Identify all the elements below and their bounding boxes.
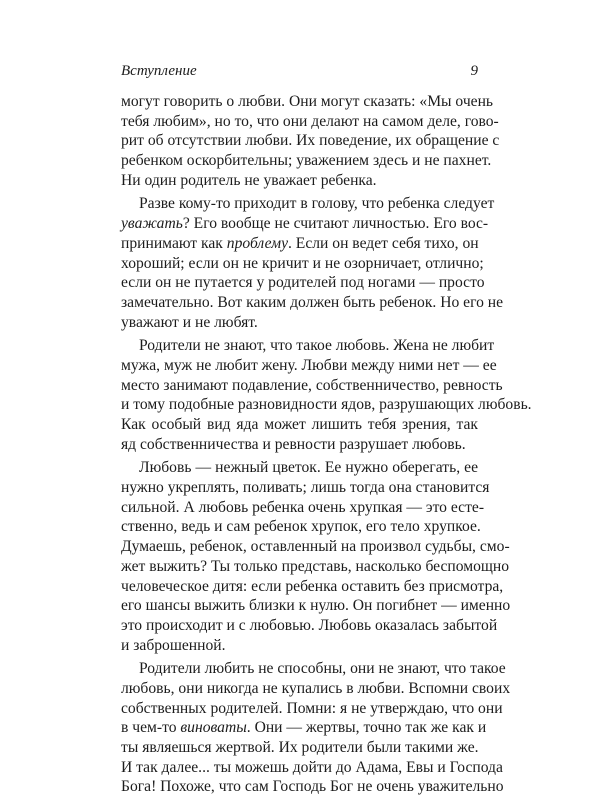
text-line (121, 293, 504, 313)
text-line (121, 112, 499, 132)
text-line (121, 718, 487, 738)
text-line (121, 557, 510, 577)
text-line (121, 758, 503, 778)
text-line (121, 395, 532, 415)
text-line (121, 131, 500, 151)
text-line (121, 214, 489, 234)
paragraph (121, 92, 500, 190)
section-title: Вступление (121, 63, 197, 79)
text-run: принимают как (121, 234, 227, 252)
text-run: Бога! Похоже, что сам Господь Бог не очень уважительно (121, 778, 504, 796)
text-run: Как особый вид яда может лишить тебя зрения, так (121, 416, 478, 433)
text-line (121, 234, 478, 254)
text-line (121, 194, 495, 214)
text-run: ты являешься жертвой. Их родители были такими же. (121, 739, 479, 756)
text-run: это происходит и с любовью. Любовь оказалась забытой (121, 616, 498, 634)
text-run: уважают и не любят. (121, 313, 258, 331)
text-line (121, 659, 506, 679)
running-head (121, 62, 478, 80)
text-run: Любовь — нежный цветок. Ее нужно оберегать, ее (139, 459, 478, 477)
text-line (121, 336, 495, 356)
text-run: замечательно. Вот каким должен быть ребенок. Но его не (121, 293, 504, 311)
paragraph (121, 194, 504, 332)
text-run: жет выжить? Ты только представь, насколько беспомощно (121, 557, 510, 575)
text-run: Родители любить не способны, они не знают, что такое (139, 660, 506, 678)
text-run: ственно, ведь и сам ребенок хрупок, его тело хрупкое. (121, 518, 481, 536)
text-run: . Они — жертвы, точно так же как и (246, 719, 487, 737)
text-line (121, 313, 478, 333)
text-run: и заброшенной. (121, 636, 226, 654)
text-line (121, 636, 478, 656)
text-run: могут говорить о любви. Они могут сказать: «Мы очень (121, 93, 494, 110)
text-run: . Если он ведет себя тихо, он (288, 234, 479, 252)
text-line (121, 738, 478, 758)
text-run: место занимают подавление, собственничество, ревность (121, 376, 503, 394)
text-run: яд собственничества и ревности разрушает любовь. (121, 435, 466, 453)
text-line (121, 478, 490, 498)
text-line (121, 537, 510, 557)
text-line (121, 679, 511, 699)
text-line (121, 577, 504, 597)
text-line (121, 415, 478, 435)
text-line (121, 92, 494, 112)
text-line (121, 356, 497, 376)
text-run: мужа, муж не любит жену. Любви между ними нет — ее (121, 356, 497, 374)
text-run: Родители не знают, что такое любовь. Жена не любит (139, 337, 495, 355)
text-run: в чем-то (121, 719, 181, 737)
text-line (121, 171, 478, 191)
text-run: и тому подобные разновидности ядов, разрушающих любовь. (121, 396, 532, 414)
text-line (121, 596, 511, 616)
text-run: Думаешь, ребенок, оставленный на произвол судьбы, смо- (121, 538, 510, 556)
text-line (121, 517, 481, 537)
text-run: человеческое дитя: если ребенка оставить без присмотра, (121, 577, 504, 595)
text-run: Разве кому-то приходит в голову, что ребенка следует (139, 195, 495, 213)
text-line (121, 151, 492, 171)
emphasis-text: виноваты (180, 719, 247, 737)
text-run: И так далее... ты можешь дойти до Адама, Евы и Господа (121, 758, 503, 776)
text-run: Ни один родитель не уважает ребенка. (121, 171, 377, 189)
text-line (121, 616, 498, 636)
text-run: если он не путается у родителей под ногами — просто (121, 274, 485, 292)
text-line (121, 458, 478, 478)
paragraph (121, 336, 532, 454)
paragraph (121, 458, 511, 655)
text-run: тебя любим», но то, что они делают на самом деле, гово- (121, 112, 499, 130)
text-run: ребенком оскорбительны; уважением здесь и не пахнет. (121, 152, 492, 170)
text-run: нужно укреплять, поливать; лишь тогда она становится (121, 479, 490, 497)
book-page (121, 62, 532, 797)
text-run: рит об отсутствии любви. Их поведение, их обращение с (121, 132, 500, 150)
text-line (121, 498, 485, 518)
text-line (121, 699, 503, 719)
page-number: 9 (470, 63, 478, 79)
text-line (121, 376, 503, 396)
text-run: собственных родителей. Помни: я не утверждаю, что они (121, 699, 503, 717)
text-line (121, 273, 485, 293)
emphasis-text: уважать (121, 215, 183, 233)
text-run: сильной. А любовь ребенка очень хрупкая — это есте- (121, 498, 485, 516)
text-run: хороший; если он не кричит и не озорничает, отлично; (121, 254, 484, 272)
text-run: ? Его вообще не считают личностью. Его вос- (182, 215, 489, 233)
emphasis-text: проблему (226, 234, 288, 252)
text-line (121, 435, 478, 455)
text-line (121, 777, 504, 797)
text-line (121, 254, 484, 274)
body-text (121, 92, 532, 797)
text-run: любовь, они никогда не купались в любви. Вспомни своих (121, 679, 511, 697)
paragraph (121, 659, 511, 797)
text-run: его шансы выжить близки к нулю. Он погибнет — именно (121, 597, 511, 615)
